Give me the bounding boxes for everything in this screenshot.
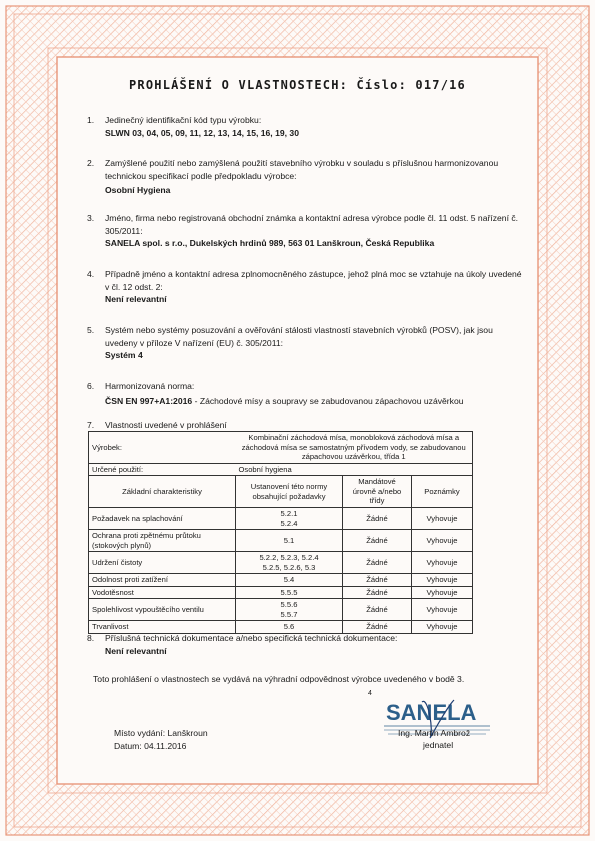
item-number: 2.	[87, 158, 95, 168]
item-label: Jméno, firma nebo registrovaná obchodní známka a kontaktní adresa výrobce podle čl. 11 odst. 5 nařízení č. 305/2011:	[105, 213, 519, 236]
item-harmonized-standard	[87, 380, 525, 407]
level-cell: Žádné	[343, 552, 412, 574]
table-header: Základní charakteristiky	[89, 476, 236, 508]
standard-title: - Záchodové mísy a soupravy se zabudovanou zápachovou uzávěrkou	[192, 395, 464, 406]
characteristic-cell: Vodotěsnost	[89, 586, 236, 599]
item-number: 5.	[87, 325, 95, 335]
item-label: Vlastnosti uvedené v prohlášení	[105, 420, 227, 430]
item-manufacturer	[87, 212, 525, 250]
table-row	[89, 530, 473, 552]
item-value: Systém 4	[105, 350, 143, 360]
clause-cell: 5.2.1 5.2.4	[236, 508, 343, 530]
stamp-number: 4	[368, 690, 372, 697]
item-label: Případně jméno a kontaktní adresa zplnomocněného zástupce, jehož plná moc se vztahuje na úkoly uvedené v čl. 12 odst. 2:	[105, 269, 522, 292]
table-header: Ustanovení této normy obsahující požadavky	[236, 476, 343, 508]
table-row	[89, 599, 473, 621]
note-cell: Vyhovuje	[412, 508, 473, 530]
note-cell: Vyhovuje	[412, 621, 473, 634]
level-cell: Žádné	[343, 586, 412, 599]
item-value: Není relevantní	[105, 294, 167, 304]
level-cell: Žádné	[343, 599, 412, 621]
characteristic-cell: Ochrana proti zpětnému průtoku (stokových plynů)	[89, 530, 236, 552]
clause-cell: 5.5.6 5.5.7	[236, 599, 343, 621]
level-cell: Žádné	[343, 508, 412, 530]
item-label: Systém nebo systémy posuzování a ověřování stálosti vlastností stavebních výrobků (POSV), jak jsou uvedeny v příloze V nařízení (EU) č. 305/2011:	[105, 325, 493, 348]
item-value: Není relevantní	[105, 645, 167, 656]
table-row	[89, 552, 473, 574]
table-header: Mandátové úrovně a/nebo třídy	[343, 476, 412, 508]
item-label: Jedinečný identifikační kód typu výrobku:	[105, 115, 262, 125]
characteristic-cell: Požadavek na splachování	[89, 508, 236, 530]
clause-cell: 5.5.5	[236, 586, 343, 599]
item-number: 1.	[87, 115, 95, 125]
note-cell: Vyhovuje	[412, 599, 473, 621]
note-cell: Vyhovuje	[412, 586, 473, 599]
item-number: 6.	[87, 381, 95, 391]
use-label: Určené použití:	[89, 463, 236, 476]
product-value: Kombinační záchodová mísa, monobloková záchodová mísa a záchodová mísa se samostatným přívodem vody, se zabudovanou zápachovou uzávěrkou, třída 1	[236, 432, 473, 464]
level-cell: Žádné	[343, 574, 412, 587]
item-identification	[87, 114, 525, 139]
issue-place: Místo vydání: Lanškroun	[114, 728, 208, 738]
note-cell: Vyhovuje	[412, 530, 473, 552]
characteristic-cell: Spolehlivost vypouštěcího ventilu	[89, 599, 236, 621]
item-number: 3.	[87, 213, 95, 223]
item-label: Harmonizovaná norma:	[105, 381, 195, 391]
table-row	[89, 574, 473, 587]
issue-date: Datum: 04.11.2016	[114, 741, 187, 751]
standard-code: ČSN EN 997+A1:2016	[105, 395, 193, 406]
table-row	[89, 586, 473, 599]
item-number: 4.	[87, 269, 95, 279]
clause-cell: 5.1	[236, 530, 343, 552]
issue-info	[114, 727, 208, 753]
level-cell: Žádné	[343, 621, 412, 634]
item-value: SANELA spol. s r.o., Dukelských hrdinů 989, 563 01 Lanškroun, Česká Republika	[105, 238, 435, 248]
clause-cell: 5.6	[236, 621, 343, 634]
item-representative	[87, 268, 525, 306]
stamp-logo: SANELA	[386, 700, 477, 725]
characteristic-cell: Trvanlivost	[89, 621, 236, 634]
product-label: Výrobek:	[89, 432, 236, 464]
characteristic-cell: Odolnost proti zatížení	[89, 574, 236, 587]
signer-name: Ing. Martin Ambrož	[398, 728, 471, 738]
item-avcp-system	[87, 324, 525, 362]
item-declared-performance	[87, 419, 525, 432]
item-value: Osobní Hygiena	[105, 185, 171, 195]
note-cell: Vyhovuje	[412, 552, 473, 574]
clause-cell: 5.4	[236, 574, 343, 587]
note-cell: Vyhovuje	[412, 574, 473, 587]
item-intended-use	[87, 157, 525, 197]
table-header: Poznámky	[412, 476, 473, 508]
performance-table	[88, 431, 473, 634]
responsibility-statement: Toto prohlášení o vlastnostech se vydává na výhradní odpovědnost výrobce uvedeného v bodě 3.	[93, 674, 465, 684]
table-row	[89, 508, 473, 530]
clause-cell: 5.2.2, 5.2.3, 5.2.4 5.2.5, 5.2.6, 5.3	[236, 552, 343, 574]
level-cell: Žádné	[343, 530, 412, 552]
item-number: 7.	[87, 420, 95, 430]
use-value: Osobní hygiena	[236, 463, 473, 476]
item-technical-documentation	[87, 632, 525, 657]
item-value: SLWN 03, 04, 05, 09, 11, 12, 13, 14, 15, 16, 19, 30	[105, 127, 299, 138]
page-title: PROHLÁŠENÍ O VLASTNOSTECH: Číslo: 017/16	[129, 78, 466, 92]
item-number: 8.	[87, 633, 95, 643]
item-label: Příslušná technická dokumentace a/nebo specifická technická dokumentace:	[105, 633, 398, 643]
item-label: Zamýšlené použití nebo zamýšlená použití stavebního výrobku v souladu s příslušnou harmonizovanou technickou specifikací podle předpokladu výrobce:	[105, 158, 499, 181]
signer-role: jednatel	[423, 740, 454, 750]
characteristic-cell: Udržení čistoty	[89, 552, 236, 574]
